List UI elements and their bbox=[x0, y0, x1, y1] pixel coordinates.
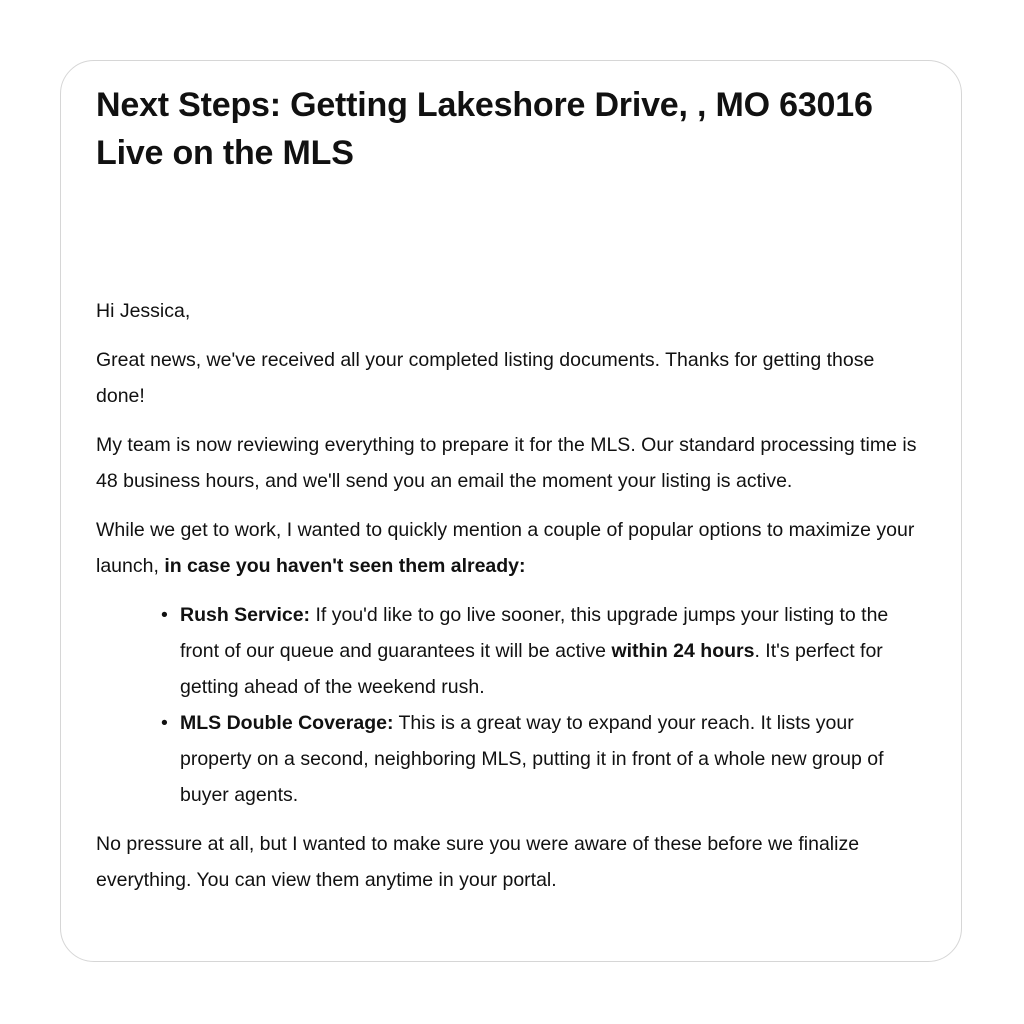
bullet-icon: • bbox=[161, 712, 168, 734]
option-name: MLS Double Coverage: bbox=[180, 712, 394, 734]
email-title: Next Steps: Getting Lakeshore Drive, , MO 63016 Live on the MLS bbox=[96, 86, 873, 172]
paragraph-processing-time: My team is now reviewing everything to prepare it for the MLS. Our standard processing time is 48 business hours, and we'll send you an email the moment your listing is active. bbox=[96, 434, 917, 492]
option-rush-service bbox=[161, 597, 927, 705]
options-intro-bold: in case you haven't seen them already: bbox=[164, 555, 526, 577]
options-list bbox=[96, 597, 927, 813]
bullet-icon: • bbox=[161, 604, 168, 626]
option-mls-double-coverage bbox=[161, 705, 927, 813]
email-card bbox=[60, 60, 962, 962]
option-name: Rush Service: bbox=[180, 604, 311, 626]
options-intro-text: While we get to work, I wanted to quickly mention a couple of popular options to maximize your launch, bbox=[96, 519, 915, 577]
paragraph-options-intro bbox=[96, 512, 927, 584]
greeting: Hi Jessica, bbox=[96, 300, 191, 322]
email-body bbox=[96, 293, 927, 898]
option-text-end: . It's perfect for getting ahead of the weekend rush. bbox=[180, 640, 883, 698]
paragraph-closing: No pressure at all, but I wanted to make sure you were aware of these before we finalize everything. You can view them anytime in your portal. bbox=[96, 833, 860, 891]
option-text: If you'd like to go live sooner, this upgrade jumps your listing to the front of our queue and guarantees it will be active bbox=[180, 604, 889, 662]
option-highlight: within 24 hours bbox=[611, 640, 755, 662]
paragraph-documents-received: Great news, we've received all your completed listing documents. Thanks for getting those done! bbox=[96, 349, 875, 407]
option-text: This is a great way to expand your reach. It lists your property on a second, neighboring MLS, putting it in front of a whole new group of buyer agents. bbox=[180, 712, 884, 806]
